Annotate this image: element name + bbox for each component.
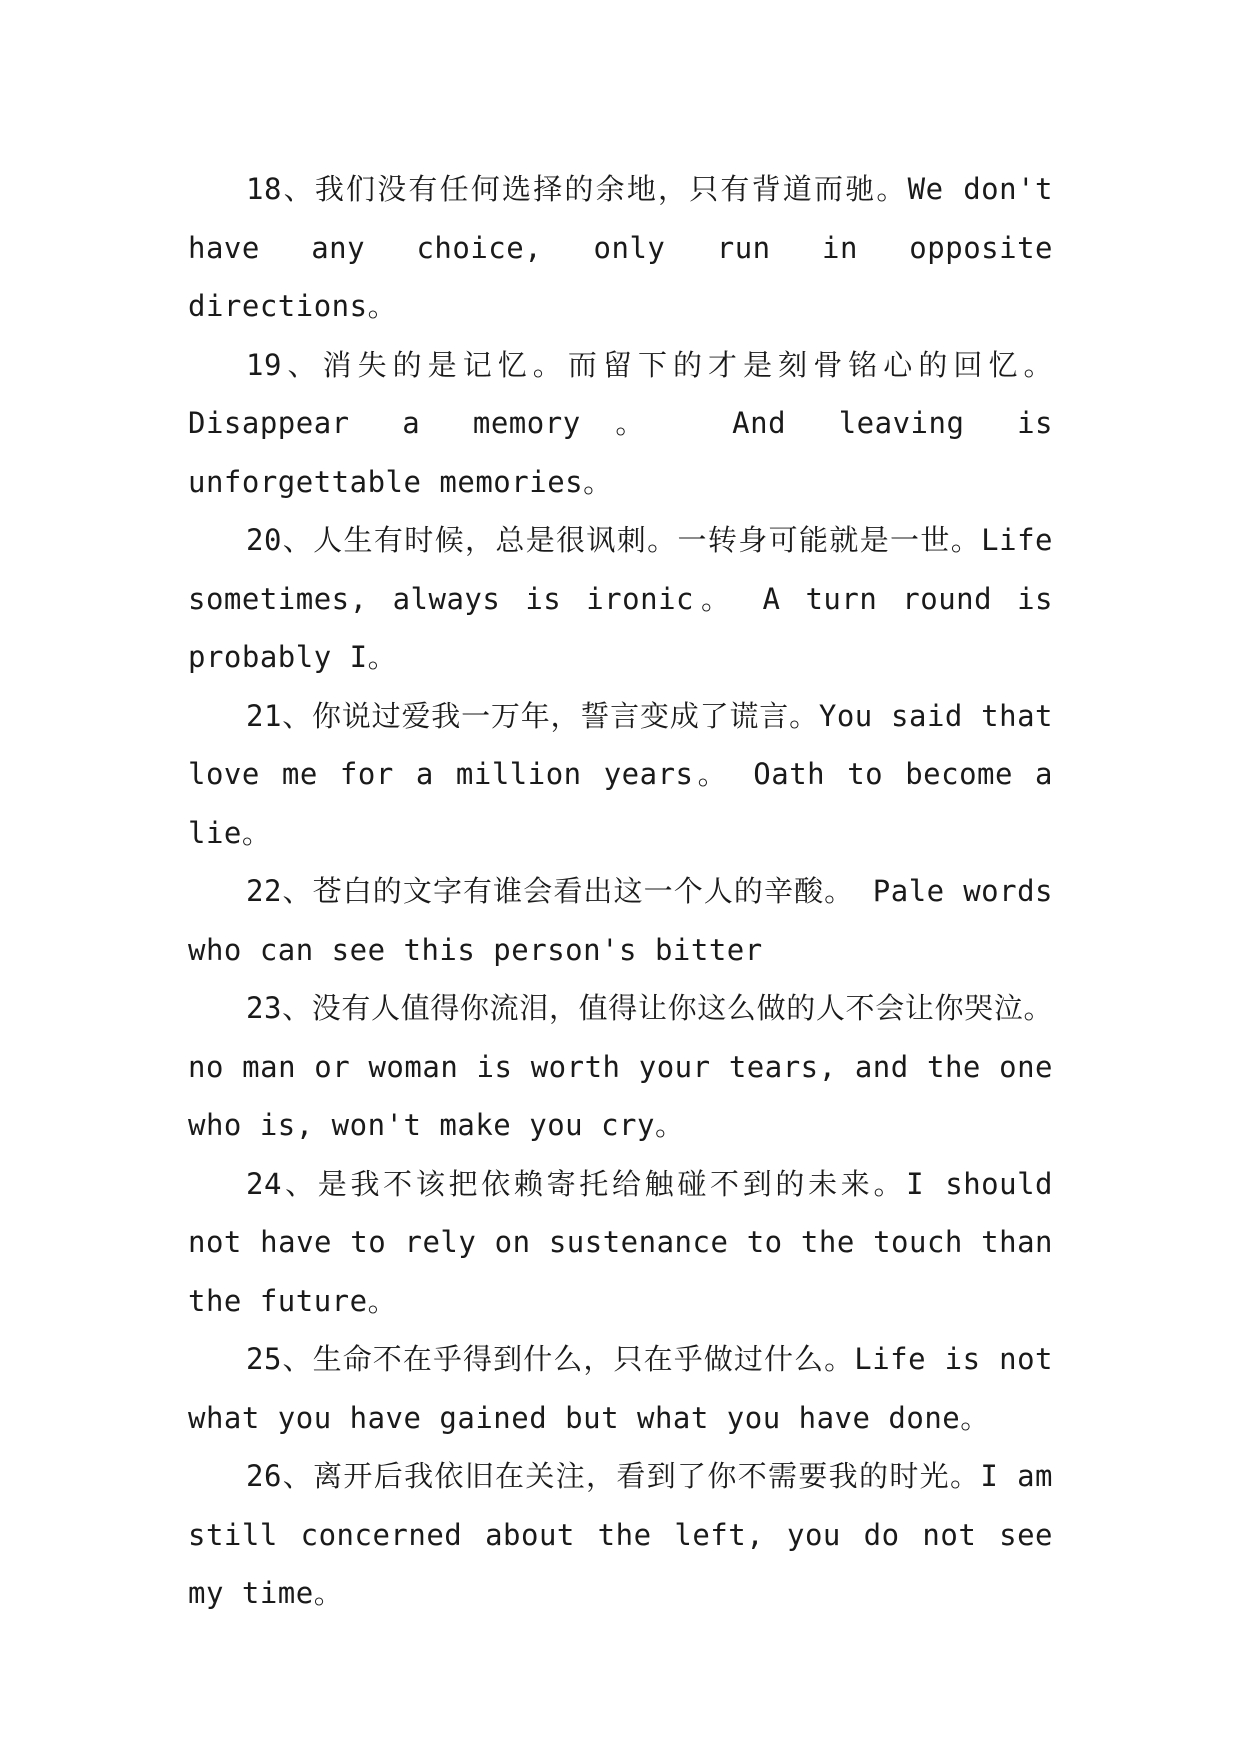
paragraph-22: 22、苍白的文字有谁会看出这一个人的辛酸。 Pale words who can see this person's bitter	[188, 874, 1053, 967]
paragraph-20: 20、人生有时候，总是很讽刺。一转身可能就是一世。Life sometimes, always is ironic。 A turn round is probably I。	[188, 523, 1053, 674]
paragraph-25: 25、生命不在乎得到什么，只在乎做过什么。Life is not what you have gained but what you have done。	[188, 1342, 1053, 1435]
paragraph-18: 18、我们没有任何选择的余地，只有背道而驰。We don't have any choice, only run in opposite directions。	[188, 172, 1053, 323]
paragraph-26: 26、离开后我依旧在关注，看到了你不需要我的时光。I am still concerned about the left, you do not see my time。	[188, 1459, 1053, 1610]
document-body	[188, 160, 1053, 1623]
paragraph-24: 24、是我不该把依赖寄托给触碰不到的未来。I should not have to rely on sustenance to the touch than the future。	[188, 1166, 1053, 1318]
paragraph-21: 21、你说过爱我一万年，誓言变成了谎言。You said that love me for a million years。 Oath to become a lie。	[188, 698, 1053, 850]
paragraph-23: 23、没有人值得你流泪，值得让你这么做的人不会让你哭泣。 no man or woman is worth your tears, and the one who is, won't make you cry。	[188, 991, 1053, 1142]
paragraph-19: 19、消失的是记忆。而留下的才是刻骨铭心的回忆。Disappear a memory。 And leaving is unforgettable memories。	[188, 347, 1053, 499]
